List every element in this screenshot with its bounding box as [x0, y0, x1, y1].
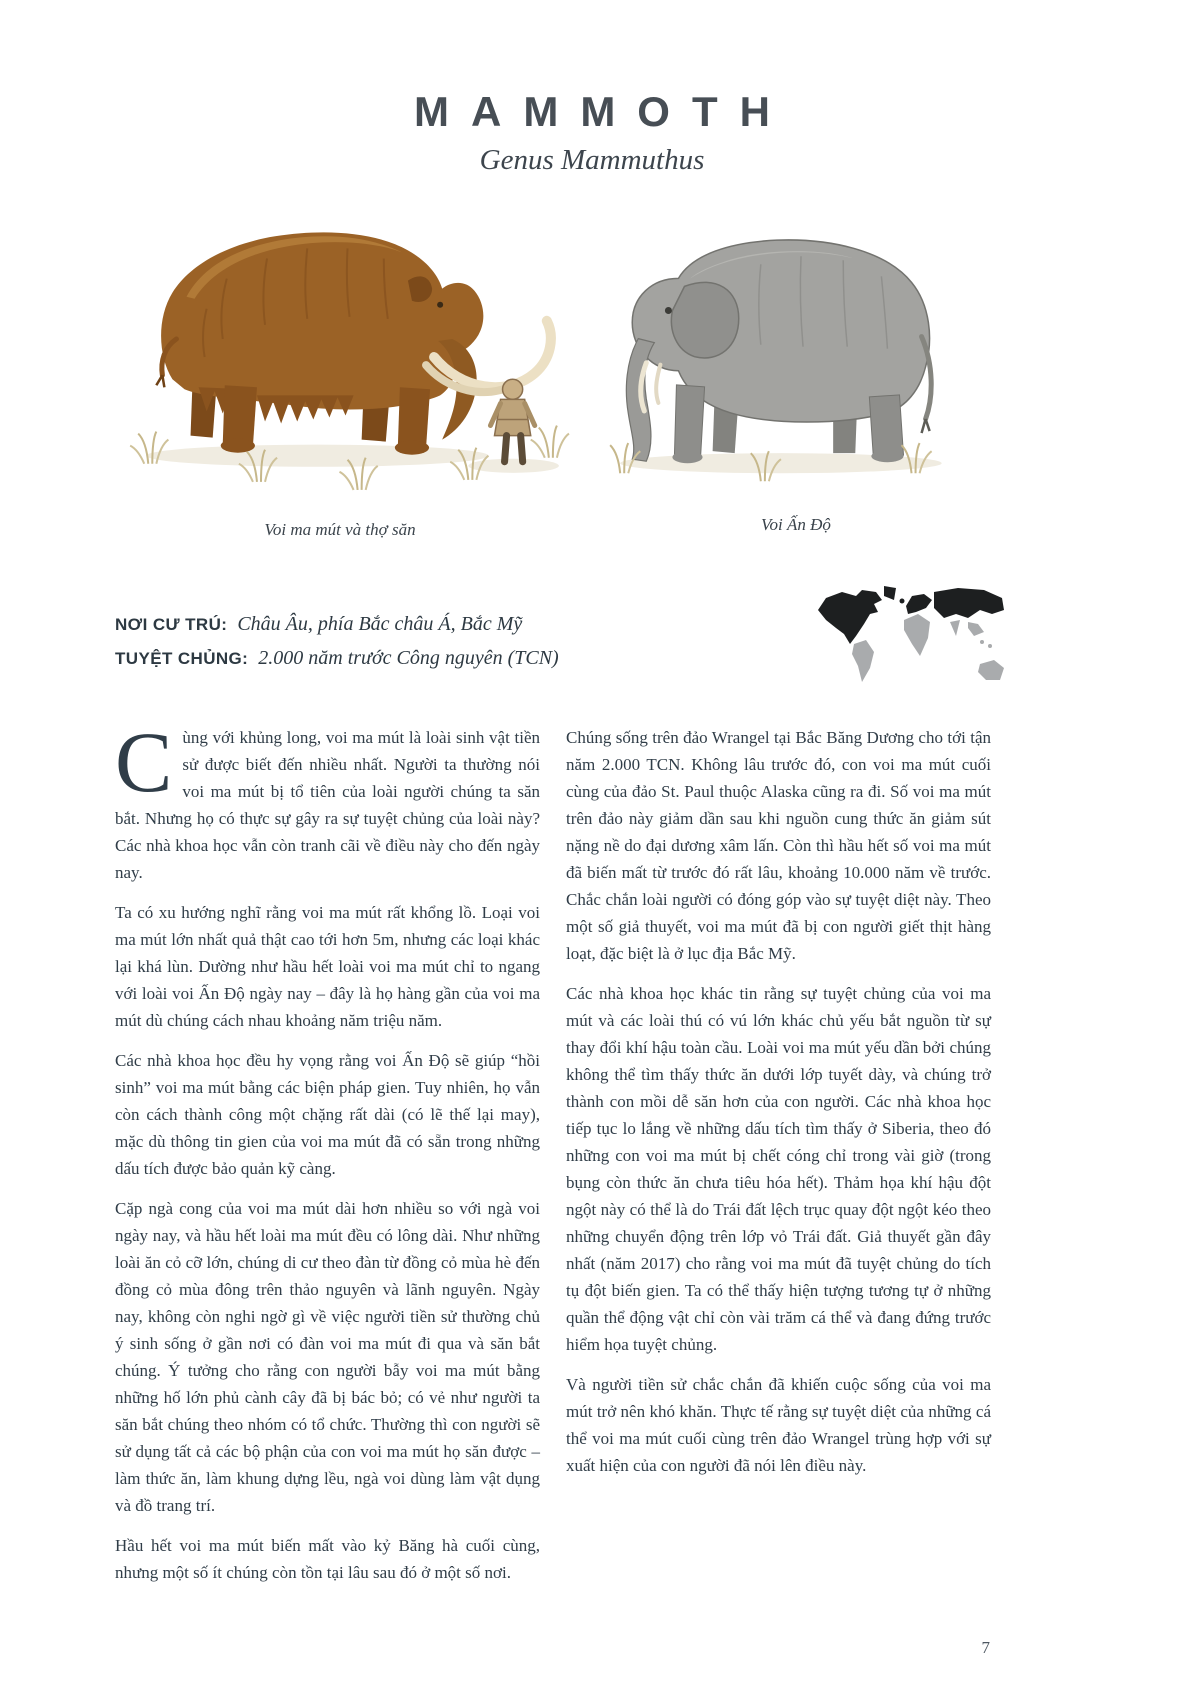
page-title: MAMMOTH — [414, 88, 792, 135]
article-body — [115, 714, 991, 1599]
paragraph: Và người tiền sử chắc chắn đã khiến cuộc sống của voi ma mút trở nên khó khăn. Thực tế rằng sự tuyệt diệt của những cá thể voi ma mút cuối cùng trên đảo Wrangel trùng hợp với sự xuất hiện của con người đã nói lên điều này. — [566, 1375, 991, 1475]
paragraph-text: ùng với khủng long, voi ma mút là loài sinh vật tiền sử được biết đến nhiều nhất. Người ta thường nói voi ma mút bị tổ tiên của loài người chúng ta săn bắt. Nhưng họ có thực sự gây ra sự tuyệt chủng của loài này? Các nhà khoa học vẫn còn tranh cãi về điều này cho đến ngày nay. — [115, 728, 540, 882]
figure-caption-elephant: Voi Ấn Độ — [761, 515, 831, 535]
extinction-row — [115, 642, 735, 676]
habitat-row — [115, 608, 735, 642]
fact-box — [115, 608, 735, 676]
habitat-value: Châu Âu, phía Bắc châu Á, Bắc Mỹ — [237, 613, 523, 635]
paragraph: Chúng sống trên đảo Wrangel tại Bắc Băng Dương cho tới tận năm 2.000 TCN. Không lâu trước đó, con voi ma mút cuối cùng của đảo St. Paul thuộc Alaska cũng ra đi. Số voi ma mút trên đảo này giảm dần sau khi nguồn cung thức ăn giảm sút nặng nề do đại dương xâm lấn. Còn thì hầu hết số voi ma mút đã biến mất từ trước đó rất lâu, khoảng 10.000 năm về trước. Chắc chắn loài người có đóng góp vào sự tuyệt diệt này. Theo một số giả thuyết, voi ma mút đã bị con người giết thịt hàng loạt, đặc biệt là ở lục địa Bắc Mỹ. — [566, 728, 991, 963]
article-column-right — [566, 724, 991, 1599]
figure-mammoth — [106, 188, 574, 540]
page-subtitle: Genus Mammuthus — [479, 144, 705, 176]
elephant-body — [626, 240, 931, 463]
mammoth-body — [156, 232, 483, 454]
paragraph — [115, 714, 540, 886]
map-other-regions — [852, 614, 1004, 682]
paragraph: Các nhà khoa học khác tin rằng sự tuyệt chủng của voi ma mút và các loài thú có vú lớn khác chủ yếu bắt nguồn từ sự thay đổi khí hậu toàn cầu. Loài voi ma mút yếu dần bởi chúng không thể tìm thấy thức ăn dưới lớp tuyết dày, và chúng trở thành con mồi dễ săn hơn của con người. Các nhà khoa học tiếp tục lo lắng về những dấu tích tìm thấy ở Siberia, theo đó những con voi ma mút bị chết cóng chỉ trong vài giờ (trong bụng còn thức ăn chưa tiêu hóa hết). Thảm họa khí hậu đột ngột này có thể là do Trái đất lệch trục quay đột ngột kéo theo những chuyển động trên lớp vỏ Trái đất. Giả thuyết gần đây nhất (năm 2017) cho rằng voi ma mút đã tuyệt chủng do tích tụ đột biến gien. Ta có thể thấy hiện tượng tương tự ở những quần thể động vật chỉ còn vài trăm cá thể và đang đứng trước hiểm họa tuyệt chủng. — [566, 984, 991, 1354]
figure-elephant — [580, 204, 1012, 535]
paragraph: Các nhà khoa học đều hy vọng rằng voi Ấn Độ sẽ giúp “hồi sinh” voi ma mút bằng các biện pháp gien. Tuy nhiên, họ vẫn còn cách thành công một chặng rất dài (có lẽ thế lại may), mặc dù thông tin gien của voi ma mút đã có sẵn trong những dấu tích được bảo quản kỹ càng. — [115, 1051, 540, 1178]
article-column-left — [115, 714, 540, 1599]
extinction-value: 2.000 năm trước Công nguyên (TCN) — [258, 647, 559, 669]
figure-caption-mammoth: Voi ma mút và thợ săn — [264, 520, 416, 540]
world-map — [812, 580, 1012, 695]
habitat-label: NƠI CƯ TRÚ: — [115, 615, 228, 634]
paragraph: Ta có xu hướng nghĩ rằng voi ma mút rất khổng lồ. Loại voi ma mút lớn nhất quả thật cao tới hơn 5m, nhưng các loại khác lại khá lùn. Dường như hầu hết loài voi ma mút chỉ to ngang với loài voi Ấn Độ ngày nay – đây là họ hàng gần của voi ma mút dù chúng cách nhau khoảng năm triệu năm. — [115, 903, 540, 1030]
habitat-range-map — [812, 580, 1012, 695]
paragraph: Cặp ngà cong của voi ma mút dài hơn nhiều so với ngà voi ngày nay, và hầu hết loài ma mút đều có lông dài. Như những loài ăn cỏ cỡ lớn, chúng di cư theo đàn từ đồng cỏ mùa hè đến đồng cỏ mùa đông trên thảo nguyên và lãnh nguyên. Ngày nay, không còn nghi ngờ gì về việc người tiền sử thường chủ ý sinh sống ở gần nơi có đàn voi ma mút đi qua và săn bắt chúng. Ý tưởng cho rằng con người bẫy voi ma mút bằng những hố lớn phủ cành cây đã bị bác bỏ; có vẻ như người ta săn bắt chúng theo nhóm có tổ chức. Thường thì con người sẽ sử dụng tất cả các bộ phận của con voi ma mút họ săn được – làm thức ăn, làm khung dựng lều, ngà voi dùng làm vật dụng và đồ trang trí. — [115, 1199, 540, 1515]
extinction-label: TUYỆT CHỦNG: — [115, 649, 249, 668]
paragraph: Hầu hết voi ma mút biến mất vào kỷ Băng hà cuối cùng, nhưng một số ít chúng còn tồn tại lâu sau đó ở một số nơi. — [115, 1536, 540, 1582]
elephant-illustration — [580, 204, 1012, 505]
mammoth-hunter-illustration — [106, 188, 574, 510]
drop-cap: C — [115, 714, 173, 810]
page-number: 7 — [981, 1638, 990, 1657]
